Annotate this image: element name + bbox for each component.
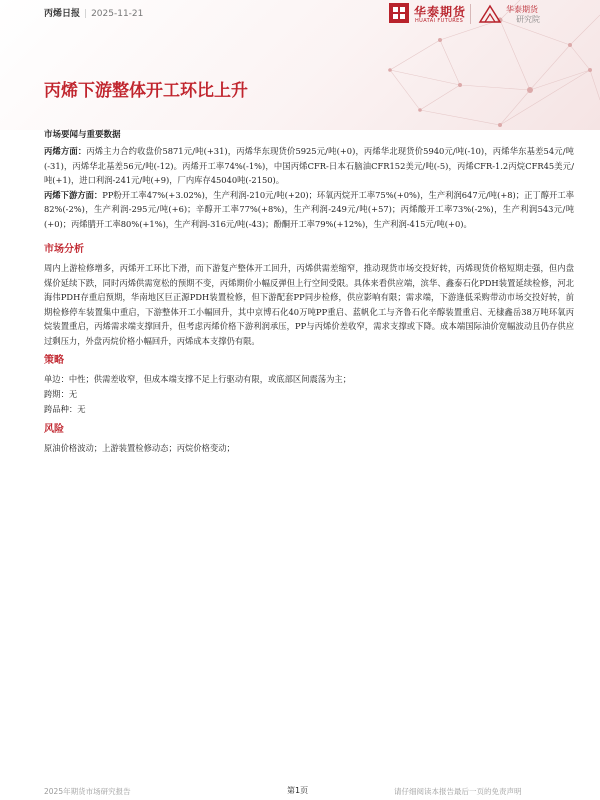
- downstream-text: PP粉开工率47%(+3.02%)，生产利润-210元/吨(+20)；环氧丙烷开工率75%(+0%)，生产利润647元/吨(+8)；正丁醇开工率82%(-2%)，生产利润-295元/吨(+6)；辛醇开工率77%(+8%)，生产利润-249元/吨(+57)；丙烯酸开工率73%(-2%)，生产利润543元/吨(+0)；丙烯腈开工率80%(+1%)，生产利润-316元/吨(-43)；酚酮开工率79%(+12%)，生产利润-415元/吨(+0)。: [44, 189, 574, 229]
- institute-mark-icon: [476, 2, 504, 26]
- page-title: 丙烯下游整体开工环比上升: [44, 81, 248, 101]
- analysis-paragraph: 周内上游检修增多，丙烯开工环比下滑，而下游复产整体开工回升，丙烯供需差缩窄，推动现货市场交投好转，丙烯现货价格短期走强，但内盘煤价延续下跌，同时丙烯供需宽松的预期不变，丙烯期价小幅反弹但上行空间受限。具体来看供应端，滨华、鑫泰石化PDH装置延续检修，河北海伟PDH存重启预期，华南地区巨正源PDH装置检修，但下游配套PP同步检修，供应影响有限；需求端，下游逢低采购带动市场交投好转，前期检修停车装置集中重启，下游整体开工小幅回升，其中京博石化40万吨PP重启、蓝帆化工与齐鲁石化辛醇装置重启、无棣鑫岳38万吨环氧丙烷装置重启，丙烯需求端支撑回升，但考虑丙烯价格下游利润承压，PP与丙烯价差收窄，需求支撑或下降。成本端国际油价宽幅波动且仍存供应过剩压力，外盘丙烷价格小幅回升，丙烯成本支撑仍有限。: [44, 263, 574, 346]
- report-body: [44, 128, 574, 456]
- risk-heading: 风险: [44, 424, 64, 435]
- propylene-paragraph: [44, 144, 574, 188]
- institute-sub: 研究院: [516, 15, 540, 24]
- analysis-heading: 市场分析: [44, 244, 84, 255]
- disclaimer-note: 请仔细阅读本报告最后一页的免责声明: [394, 787, 522, 796]
- strategy-spread: 跨期：无: [44, 389, 78, 399]
- strategy-heading: 策略: [44, 355, 64, 366]
- report-type: 丙烯日报: [44, 9, 81, 19]
- risk-text: 原油价格波动；上游装置检修动态；丙烷价格变动；: [44, 443, 235, 453]
- strategy-single: 单边：中性；供需差收窄，但成本端支撑不足上行驱动有限，或底部区间震荡为主；: [44, 374, 351, 384]
- institute-logo: [476, 2, 566, 32]
- report-meta: 丙烯日报 | 2025-11-21: [44, 9, 144, 19]
- propylene-text: 丙烯主力合约收盘价5871元/吨(+31)，丙烯华东现货价5925元/吨(+0)，丙烯华北现货价5940元/吨(-10)，丙烯华东基差54元/吨(-31)，丙烯华北基差56元/吨(-12)。丙烯开工率74%(-1%)，中国丙烯CFR-日本石脑油CFR152美元/吨(-5)，丙烯CFR-1.2丙烷CFR45美元/吨(+1)，进口利润-241元/吨(+9)，厂内库存45040吨(-2150)。: [44, 146, 574, 185]
- news-heading: 市场要闻与重要数据: [44, 130, 121, 140]
- downstream-paragraph: [44, 188, 574, 232]
- brand-name: 华泰期货: [414, 5, 467, 19]
- company-logo: [388, 2, 564, 32]
- propylene-label: 丙烯方面：: [44, 146, 87, 156]
- huatai-logo-icon: [388, 2, 410, 24]
- logo-divider: [470, 4, 471, 24]
- institute-name: 华泰期货: [506, 5, 538, 14]
- strategy-cross: 跨品种：无: [44, 404, 86, 414]
- page-footer: [0, 778, 600, 800]
- page-number: 第1页: [287, 786, 309, 795]
- page-header: [0, 0, 600, 130]
- report-date: 2025-11-21: [91, 9, 144, 19]
- downstream-label: 丙烯下游方面：: [44, 189, 103, 200]
- brand-english: HUATAI FUTURES: [415, 18, 464, 24]
- footer-left: 2025年期货市场研究报告: [44, 787, 131, 796]
